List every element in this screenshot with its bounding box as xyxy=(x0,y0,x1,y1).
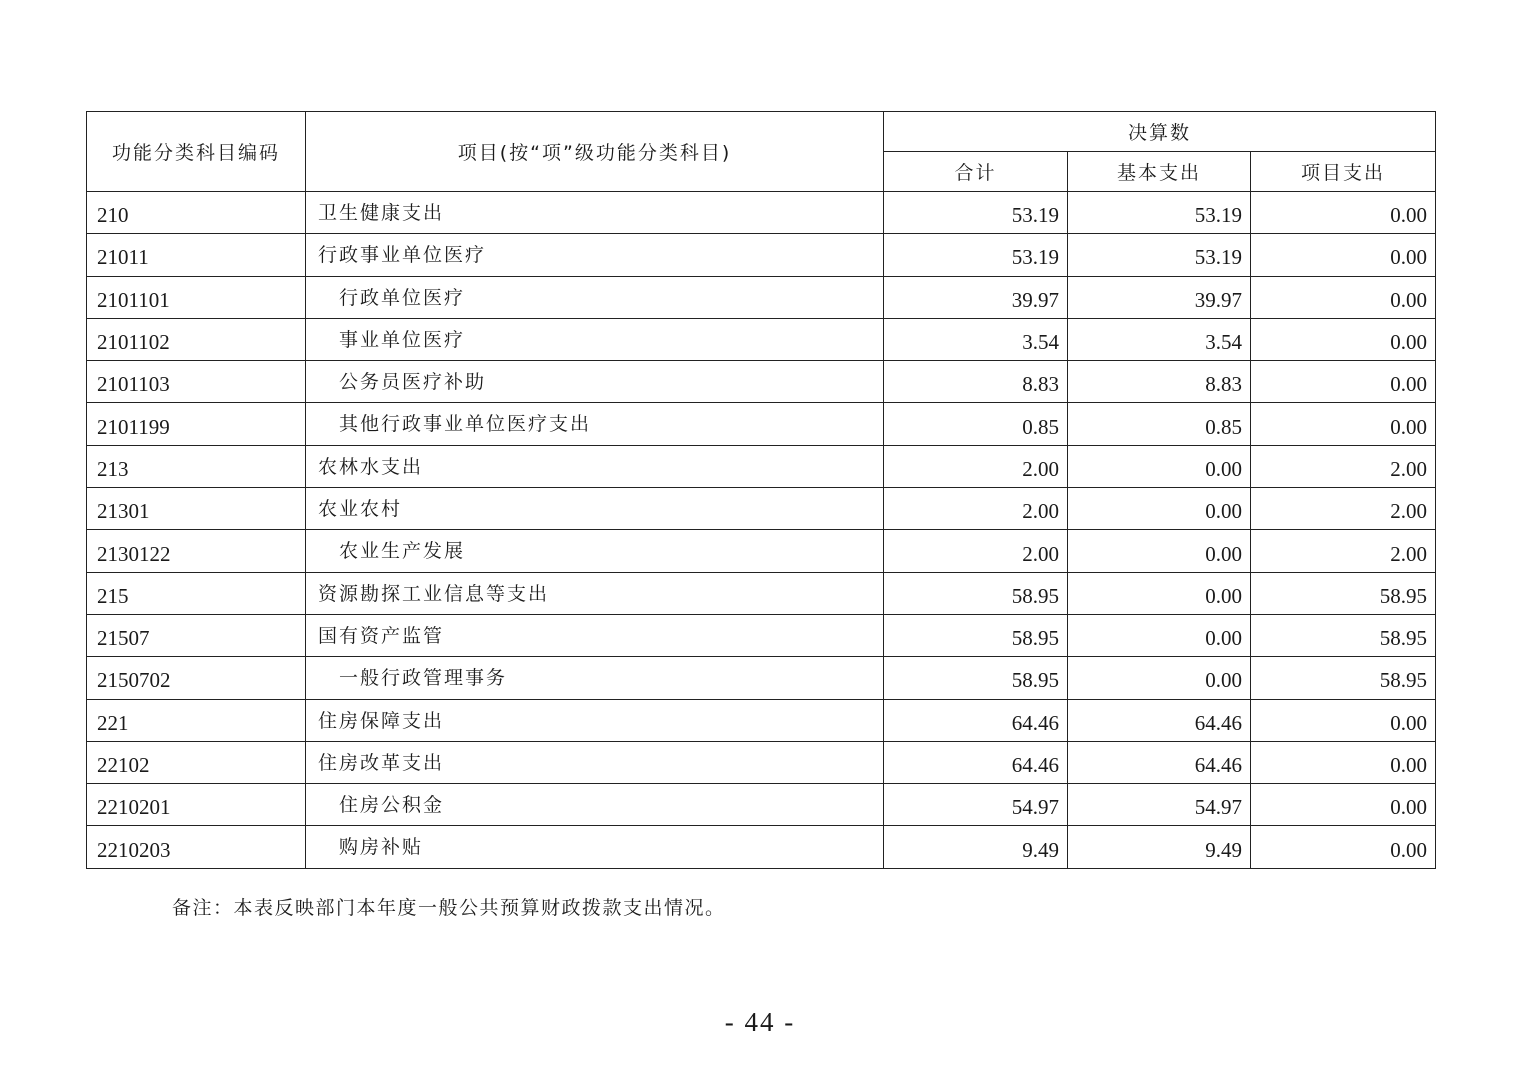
row-code: 2130122 xyxy=(87,530,306,572)
row-project: 2.00 xyxy=(1251,530,1436,572)
row-code: 2210203 xyxy=(87,826,306,868)
row-total: 58.95 xyxy=(884,657,1068,699)
page-number: - 44 - xyxy=(724,1007,796,1037)
row-item-name: 其他行政事业单位医疗支出 xyxy=(306,403,884,445)
row-total: 39.97 xyxy=(884,276,1068,318)
table-row xyxy=(87,614,1436,656)
row-total: 53.19 xyxy=(884,192,1068,234)
row-total: 64.46 xyxy=(884,741,1068,783)
row-project: 2.00 xyxy=(1251,445,1436,487)
row-basic: 64.46 xyxy=(1068,741,1251,783)
row-project: 0.00 xyxy=(1251,699,1436,741)
row-code: 2101101 xyxy=(87,276,306,318)
row-basic: 9.49 xyxy=(1068,826,1251,868)
row-code: 210 xyxy=(87,192,306,234)
table-row xyxy=(87,488,1436,530)
row-total: 64.46 xyxy=(884,699,1068,741)
row-item-name: 农林水支出 xyxy=(306,445,884,487)
row-item-name: 住房改革支出 xyxy=(306,741,884,783)
row-item-name: 农业农村 xyxy=(306,488,884,530)
row-basic: 0.00 xyxy=(1068,488,1251,530)
row-basic: 0.00 xyxy=(1068,572,1251,614)
row-code: 2150702 xyxy=(87,657,306,699)
row-project: 0.00 xyxy=(1251,741,1436,783)
row-code: 22102 xyxy=(87,741,306,783)
row-basic: 3.54 xyxy=(1068,318,1251,360)
row-basic: 53.19 xyxy=(1068,192,1251,234)
header-project: 项目支出 xyxy=(1251,152,1436,192)
row-code: 21301 xyxy=(87,488,306,530)
footnote: 备注：本表反映部门本年度一般公共预算财政拨款支出情况。 xyxy=(172,897,726,919)
row-total: 9.49 xyxy=(884,826,1068,868)
row-total: 2.00 xyxy=(884,488,1068,530)
row-item-name: 住房公积金 xyxy=(306,784,884,826)
row-basic: 54.97 xyxy=(1068,784,1251,826)
row-project: 0.00 xyxy=(1251,361,1436,403)
row-code: 215 xyxy=(87,572,306,614)
table-row xyxy=(87,276,1436,318)
row-total: 58.95 xyxy=(884,572,1068,614)
row-basic: 8.83 xyxy=(1068,361,1251,403)
header-final-accounts: 决算数 xyxy=(884,112,1436,152)
row-project: 58.95 xyxy=(1251,572,1436,614)
table-row xyxy=(87,445,1436,487)
row-project: 0.00 xyxy=(1251,826,1436,868)
row-item-name: 资源勘探工业信息等支出 xyxy=(306,572,884,614)
table-row xyxy=(87,361,1436,403)
table-row xyxy=(87,572,1436,614)
row-code: 21011 xyxy=(87,234,306,276)
row-project: 0.00 xyxy=(1251,192,1436,234)
header-item: 项目(按“项”级功能分类科目) xyxy=(306,112,884,192)
row-project: 58.95 xyxy=(1251,657,1436,699)
row-total: 3.54 xyxy=(884,318,1068,360)
row-item-name: 公务员医疗补助 xyxy=(306,361,884,403)
row-project: 58.95 xyxy=(1251,614,1436,656)
table-row xyxy=(87,741,1436,783)
row-total: 8.83 xyxy=(884,361,1068,403)
row-basic: 53.19 xyxy=(1068,234,1251,276)
row-basic: 0.00 xyxy=(1068,530,1251,572)
row-project: 0.00 xyxy=(1251,784,1436,826)
table-row xyxy=(87,234,1436,276)
table-body xyxy=(87,192,1436,869)
row-item-name: 住房保障支出 xyxy=(306,699,884,741)
row-project: 0.00 xyxy=(1251,318,1436,360)
row-basic: 64.46 xyxy=(1068,699,1251,741)
row-item-name: 一般行政管理事务 xyxy=(306,657,884,699)
row-code: 2101102 xyxy=(87,318,306,360)
row-item-name: 国有资产监管 xyxy=(306,614,884,656)
row-basic: 0.00 xyxy=(1068,614,1251,656)
table-row xyxy=(87,403,1436,445)
table-row xyxy=(87,530,1436,572)
table-row xyxy=(87,699,1436,741)
row-total: 2.00 xyxy=(884,445,1068,487)
row-item-name: 行政单位医疗 xyxy=(306,276,884,318)
header-total: 合计 xyxy=(884,152,1068,192)
row-basic: 0.00 xyxy=(1068,445,1251,487)
row-total: 54.97 xyxy=(884,784,1068,826)
table-row xyxy=(87,192,1436,234)
row-item-name: 事业单位医疗 xyxy=(306,318,884,360)
row-basic: 0.85 xyxy=(1068,403,1251,445)
table-row xyxy=(87,657,1436,699)
row-item-name: 农业生产发展 xyxy=(306,530,884,572)
row-basic: 0.00 xyxy=(1068,657,1251,699)
header-basic: 基本支出 xyxy=(1068,152,1251,192)
row-code: 221 xyxy=(87,699,306,741)
row-item-name: 卫生健康支出 xyxy=(306,192,884,234)
row-code: 2101199 xyxy=(87,403,306,445)
row-code: 2210201 xyxy=(87,784,306,826)
table-row xyxy=(87,318,1436,360)
table-row xyxy=(87,784,1436,826)
row-item-name: 购房补贴 xyxy=(306,826,884,868)
row-project: 0.00 xyxy=(1251,276,1436,318)
row-total: 2.00 xyxy=(884,530,1068,572)
row-total: 0.85 xyxy=(884,403,1068,445)
row-total: 53.19 xyxy=(884,234,1068,276)
row-project: 0.00 xyxy=(1251,403,1436,445)
budget-table xyxy=(86,111,1436,869)
table-row xyxy=(87,826,1436,868)
row-total: 58.95 xyxy=(884,614,1068,656)
header-code: 功能分类科目编码 xyxy=(87,112,306,192)
row-basic: 39.97 xyxy=(1068,276,1251,318)
row-item-name: 行政事业单位医疗 xyxy=(306,234,884,276)
row-code: 2101103 xyxy=(87,361,306,403)
row-project: 0.00 xyxy=(1251,234,1436,276)
row-project: 2.00 xyxy=(1251,488,1436,530)
row-code: 21507 xyxy=(87,614,306,656)
row-code: 213 xyxy=(87,445,306,487)
